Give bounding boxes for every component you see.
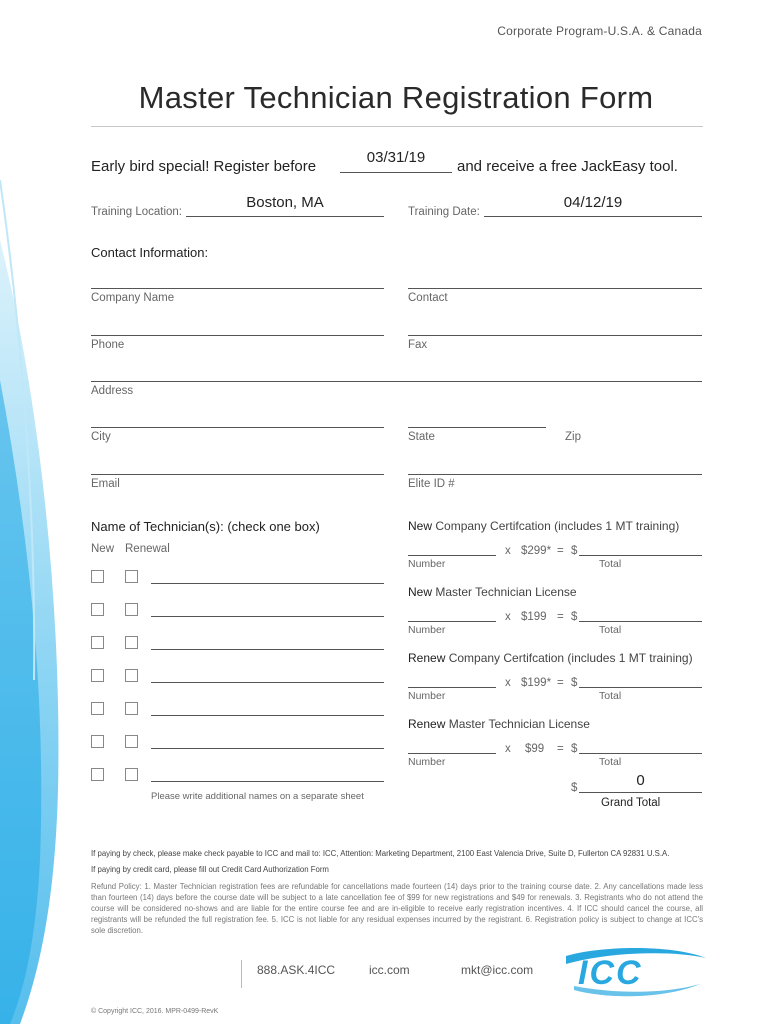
- refund-policy: Refund Policy: 1. Master Technician registration fees are refundable for cancellations made fourteen (14) days prior to the training course date. 2. Any cancellations made less than fourteen (14) days before the course date will be subject to a late cancellation fee of $99 for new registrations and $49 for renewals. 3. Registrants who do not attend the course will be considered no-shows and are liable for the entire course fee and are in-eligible to receive early registration incentives. 4. If ICC should cancel the course, all registrants will be refunded the full registration fee. 5. ICC is not liable for any residual expenses incurred by the registrant. 6. Registration policy is subject to change at ICC's sole discretion.: [91, 882, 703, 935]
- early-bird-suffix: and receive a free JackEasy tool.: [457, 158, 678, 175]
- fee-price: $299*: [521, 545, 552, 557]
- copyright: © Copyright ICC, 2016. MPR-0499-RevK: [91, 1008, 219, 1015]
- address-label: Address: [91, 385, 134, 397]
- fee-total-field[interactable]: [579, 753, 702, 754]
- new-checkbox[interactable]: [91, 768, 104, 781]
- grand-total-field[interactable]: 0: [636, 772, 645, 789]
- new-checkbox[interactable]: [91, 669, 104, 682]
- new-checkbox[interactable]: [91, 570, 104, 583]
- technician-name-field[interactable]: [151, 616, 384, 617]
- equals-sign: =: [557, 611, 564, 623]
- training-location-label: Training Location:: [91, 206, 182, 218]
- icc-logo-text: ICC: [578, 954, 643, 992]
- email-label: Email: [91, 478, 120, 490]
- renewal-checkbox[interactable]: [125, 636, 138, 649]
- footer-email[interactable]: mkt@icc.com: [461, 963, 534, 977]
- col-new-label: New: [91, 543, 115, 555]
- technician-name-field[interactable]: [151, 583, 384, 584]
- grand-total-dollar-sign: $: [571, 782, 578, 794]
- total-label: Total: [599, 624, 622, 636]
- title-divider: [91, 126, 703, 127]
- company-name-field[interactable]: [91, 288, 384, 289]
- company-name-label: Company Name: [91, 292, 175, 304]
- address-field[interactable]: [91, 381, 702, 382]
- fee-name: Company Certifcation (includes 1 MT training): [448, 651, 693, 665]
- zip-label: Zip: [565, 431, 581, 443]
- city-label: City: [91, 431, 111, 443]
- times-sign: x: [505, 545, 511, 557]
- new-checkbox[interactable]: [91, 735, 104, 748]
- training-location-field[interactable]: Boston, MA: [246, 194, 324, 211]
- training-location-line: [186, 216, 384, 217]
- card-payment-note: If paying by credit card, please fill out Credit Card Authorization Form: [91, 865, 329, 874]
- footer-divider: [241, 960, 242, 988]
- dollar-sign: $: [571, 545, 578, 557]
- total-label: Total: [599, 756, 622, 768]
- new-checkbox[interactable]: [91, 603, 104, 616]
- technician-name-field[interactable]: [151, 682, 384, 683]
- renewal-checkbox[interactable]: [125, 768, 138, 781]
- total-label: Total: [599, 690, 622, 702]
- equals-sign: =: [557, 545, 564, 557]
- page-title: Master Technician Registration Form: [138, 80, 654, 115]
- city-field[interactable]: [91, 427, 384, 428]
- fee-title: [408, 519, 679, 533]
- col-renewal-label: Renewal: [125, 543, 170, 555]
- fee-number-field[interactable]: [408, 621, 496, 622]
- fee-kind: New: [408, 585, 433, 599]
- program-tagline: Corporate Program-U.S.A. & Canada: [497, 24, 702, 38]
- number-label: Number: [408, 558, 446, 570]
- state-field[interactable]: [408, 427, 546, 428]
- elite-id-label: Elite ID #: [408, 478, 455, 490]
- fee-total-field[interactable]: [579, 621, 702, 622]
- fee-price: $199*: [521, 677, 552, 689]
- training-date-line: [484, 216, 702, 217]
- new-checkbox[interactable]: [91, 636, 104, 649]
- fee-price: $99: [525, 743, 545, 755]
- additional-names-note: Please write additional names on a separate sheet: [151, 791, 364, 802]
- fee-number-field[interactable]: [408, 753, 496, 754]
- renewal-checkbox[interactable]: [125, 669, 138, 682]
- dollar-sign: $: [571, 743, 578, 755]
- fee-title: [408, 717, 590, 731]
- fee-number-field[interactable]: [408, 555, 496, 556]
- elite-id-field[interactable]: [408, 474, 702, 475]
- footer-phone: 888.ASK.4ICC: [257, 963, 336, 977]
- fee-number-field[interactable]: [408, 687, 496, 688]
- dollar-sign: $: [571, 611, 578, 623]
- new-checkbox[interactable]: [91, 702, 104, 715]
- technician-name-field[interactable]: [151, 748, 384, 749]
- fee-title: [408, 651, 693, 665]
- fee-title: [408, 585, 577, 599]
- contact-info-heading: Contact Information:: [91, 245, 209, 260]
- state-label: State: [408, 431, 435, 443]
- phone-label: Phone: [91, 339, 125, 351]
- phone-field[interactable]: [91, 335, 384, 336]
- contact-label: Contact: [408, 292, 448, 304]
- equals-sign: =: [557, 677, 564, 689]
- technician-name-field[interactable]: [151, 781, 384, 782]
- fee-kind: New: [408, 519, 433, 533]
- fee-total-field[interactable]: [579, 687, 702, 688]
- number-label: Number: [408, 624, 446, 636]
- fee-kind: Renew: [408, 717, 446, 731]
- renewal-checkbox[interactable]: [125, 603, 138, 616]
- grand-total-label: Grand Total: [601, 797, 661, 809]
- fee-name: Master Technician License: [435, 585, 577, 599]
- dollar-sign: $: [571, 677, 578, 689]
- fax-field[interactable]: [408, 335, 702, 336]
- fax-label: Fax: [408, 339, 428, 351]
- early-bird-date[interactable]: 03/31/19: [366, 149, 426, 166]
- technicians-heading: Name of Technician(s): (check one box): [91, 519, 320, 534]
- renewal-checkbox[interactable]: [125, 702, 138, 715]
- contact-field[interactable]: [408, 288, 702, 289]
- email-field[interactable]: [91, 474, 384, 475]
- renewal-checkbox[interactable]: [125, 735, 138, 748]
- fee-price: $199: [521, 611, 547, 623]
- number-label: Number: [408, 756, 446, 768]
- training-date-label: Training Date:: [408, 206, 480, 218]
- fee-name: Company Certifcation (includes 1 MT training): [435, 519, 680, 533]
- number-label: Number: [408, 690, 446, 702]
- fee-kind: Renew: [408, 651, 446, 665]
- fee-name: Master Technician License: [448, 717, 590, 731]
- renewal-checkbox[interactable]: [125, 570, 138, 583]
- grand-total-line: [579, 792, 702, 793]
- icc-logo: [560, 942, 710, 1002]
- technician-name-field[interactable]: [151, 715, 384, 716]
- check-payment-note: If paying by check, please make check payable to ICC and mail to: ICC, Attention: Marketing Department, 2100 East Valencia Drive, Suite D, Fullerton CA 92831 U.S.A.: [91, 849, 670, 858]
- times-sign: x: [505, 743, 511, 755]
- times-sign: x: [505, 611, 511, 623]
- early-bird-prefix: Early bird special! Register before: [91, 158, 317, 175]
- technician-name-field[interactable]: [151, 649, 384, 650]
- total-label: Total: [599, 558, 622, 570]
- footer-website[interactable]: icc.com: [369, 963, 410, 977]
- equals-sign: =: [557, 743, 564, 755]
- training-date-field[interactable]: 04/12/19: [563, 194, 623, 211]
- early-bird-date-line: [340, 172, 452, 173]
- fee-total-field[interactable]: [579, 555, 702, 556]
- times-sign: x: [505, 677, 511, 689]
